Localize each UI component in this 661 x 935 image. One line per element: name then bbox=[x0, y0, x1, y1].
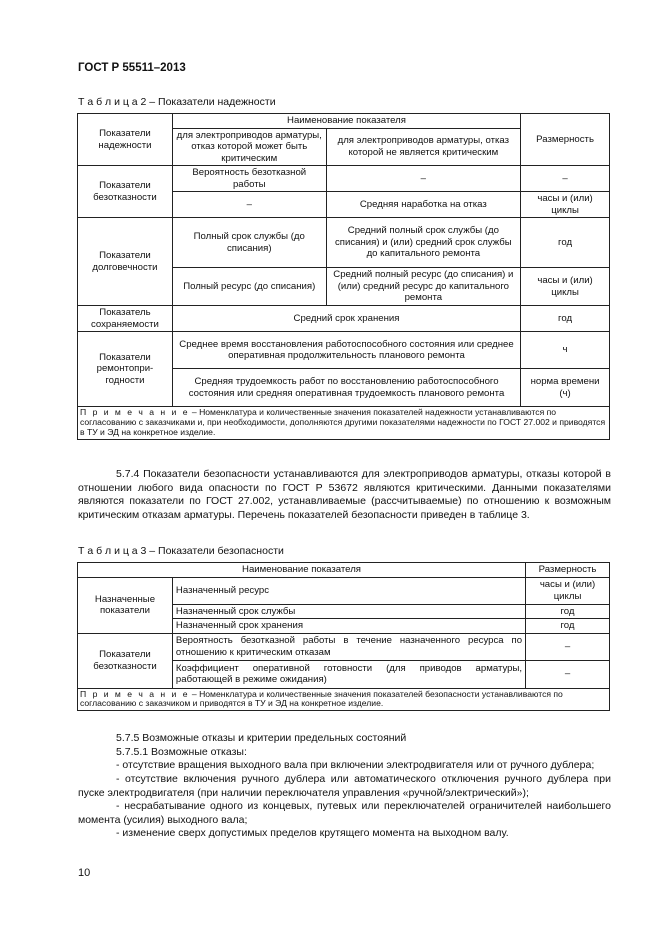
col-header-name: Наименование показателя bbox=[172, 114, 520, 129]
table-cell: Средний срок хранения bbox=[172, 306, 520, 332]
paragraph-5-7-4 bbox=[78, 468, 611, 523]
note-prefix: П р и м е ч а н и е bbox=[80, 407, 190, 417]
group-label-failure-free: Показатели безотказности bbox=[78, 633, 173, 688]
list-item: - несрабатывание одного из концевых, путевых или переключателей ограничителей наибольшего момента (усилия) выходного вала; bbox=[78, 800, 611, 826]
table-cell: часы и (или) циклы bbox=[526, 577, 610, 604]
table-cell: Средняя трудоемкость работ по восстановлению работоспособного состояния или средняя оперативная трудоемкость планового ремонта bbox=[172, 369, 520, 407]
group-label-assigned: Назначенные показатели bbox=[78, 577, 173, 633]
subsection-heading: 5.7.5.1 Возможные отказы: bbox=[116, 745, 247, 758]
paragraph-text: 5.7.4 Показатели безопасности устанавливаются для электроприводов арматуры, отказы которой в отношении любого вида опасности по ГОСТ Р 53672 являются критическими. Данными показателями являются показатели по ГОСТ 27.002, устанавливаемые (рассчитываемые) по отношению к возможным критическим отказам арматуры. Перечень показателей безопасности приведен в таблице 3. bbox=[78, 468, 611, 521]
list-item: - отсутствие вращения выходного вала при включении электродвигателя или от ручного дублера; bbox=[116, 759, 595, 772]
table-cell: – bbox=[172, 192, 326, 218]
table-cell: часы и (или) циклы bbox=[521, 192, 610, 218]
table-cell: Полный ресурс (до списания) bbox=[172, 268, 326, 306]
safety-table bbox=[77, 562, 610, 711]
page-number: 10 bbox=[78, 867, 91, 879]
table-cell: Среднее время восстановления работоспособного состояния или среднее оперативная продолжительность планового ремонта bbox=[172, 332, 520, 369]
list-item: - изменение сверх допустимых пределов крутящего момента на выходном валу. bbox=[116, 827, 509, 840]
table-cell: Средний полный ресурс (до списания) и (или) средний ресурс до капитального ремонта bbox=[326, 268, 521, 306]
reliability-table bbox=[77, 113, 610, 440]
list-item: - отсутствие включения ручного дублера или автоматического отключения ручного дублера при пуске электродвигателя (при наличии переключателя управления «ручной/электрический»); bbox=[78, 772, 611, 799]
table-cell: – bbox=[526, 633, 610, 660]
table-cell: часы и (или) циклы bbox=[521, 268, 610, 306]
table-cell: – bbox=[521, 166, 610, 192]
group-label-storability: Показатель сохраняемости bbox=[78, 306, 173, 332]
table2-note bbox=[78, 407, 610, 440]
table2-caption-title: – Показатели надежности bbox=[146, 96, 276, 108]
table3-caption bbox=[78, 545, 284, 557]
table-cell: год bbox=[521, 218, 610, 268]
table-cell: Вероятность безотказной работы в течение назначенного ресурса по отношению к критическим отказам bbox=[172, 633, 525, 660]
note-text: – Номенклатура и количественные значения показателей надежности устанавливаются по согласованию с заказчиками и, при необходимости, дополняются другими показателями надежности по ГОСТ 27.002 и приводятся в ТУ и ЭД на конкретное изделие. bbox=[80, 407, 606, 437]
table-cell: год bbox=[521, 306, 610, 332]
table3-note bbox=[78, 688, 610, 711]
group-label-failure-free: Показатели безотказности bbox=[78, 166, 173, 218]
table-cell: – bbox=[526, 660, 610, 688]
table3-caption-prefix: Т а б л и ц а 3 bbox=[78, 545, 147, 557]
table-cell: год bbox=[526, 619, 610, 634]
col-header-unit: Размерность bbox=[526, 563, 610, 578]
table2-caption bbox=[78, 96, 276, 108]
table-cell: год bbox=[526, 604, 610, 619]
col-header-unit: Размерность bbox=[521, 114, 610, 166]
table-cell: Вероятность безотказной работы bbox=[172, 166, 326, 192]
group-label-maintainability: Показатели ремонтопри-годности bbox=[78, 332, 173, 407]
col-header-indicators: Показатели надежности bbox=[78, 114, 173, 166]
table-cell: Назначенный ресурс bbox=[172, 577, 525, 604]
group-label-durability: Показатели долговечности bbox=[78, 218, 173, 306]
note-text: – Номенклатура и количественные значения показателей безопасности устанавливаются по согласованию с заказчиком и приводятся в ТУ и ЭД на конкретное изделие. bbox=[80, 688, 563, 709]
table-cell: Коэффициент оперативной готовности (для приводов арматуры, работающей в режиме ожидания) bbox=[172, 660, 525, 688]
table-cell: Полный срок службы (до списания) bbox=[172, 218, 326, 268]
note-prefix: П р и м е ч а н и е bbox=[80, 688, 190, 699]
col-header-noncritical: для электроприводов арматуры, отказ которой не является критическим bbox=[326, 128, 521, 166]
table-cell: Назначенный срок хранения bbox=[172, 619, 525, 634]
table3-caption-title: – Показатели безопасности bbox=[146, 545, 284, 557]
document-header: ГОСТ Р 55511–2013 bbox=[78, 62, 186, 74]
col-header-name: Наименование показателя bbox=[78, 563, 526, 578]
table-cell: норма времени (ч) bbox=[521, 369, 610, 407]
table2-caption-prefix: Т а б л и ц а 2 bbox=[78, 96, 147, 108]
table-cell: Назначенный срок службы bbox=[172, 604, 525, 619]
table-cell: ч bbox=[521, 332, 610, 369]
table-cell: Средняя наработка на отказ bbox=[326, 192, 521, 218]
table-cell: – bbox=[326, 166, 521, 192]
section-heading: 5.7.5 Возможные отказы и критерии предельных состояний bbox=[116, 732, 407, 744]
table-cell: Средний полный срок службы (до списания) и (или) средний срок службы до капитального ремонта bbox=[326, 218, 521, 268]
col-header-critical: для электроприводов арматуры, отказ которой может быть критическим bbox=[172, 128, 326, 166]
section-5-7-5 bbox=[78, 732, 611, 841]
